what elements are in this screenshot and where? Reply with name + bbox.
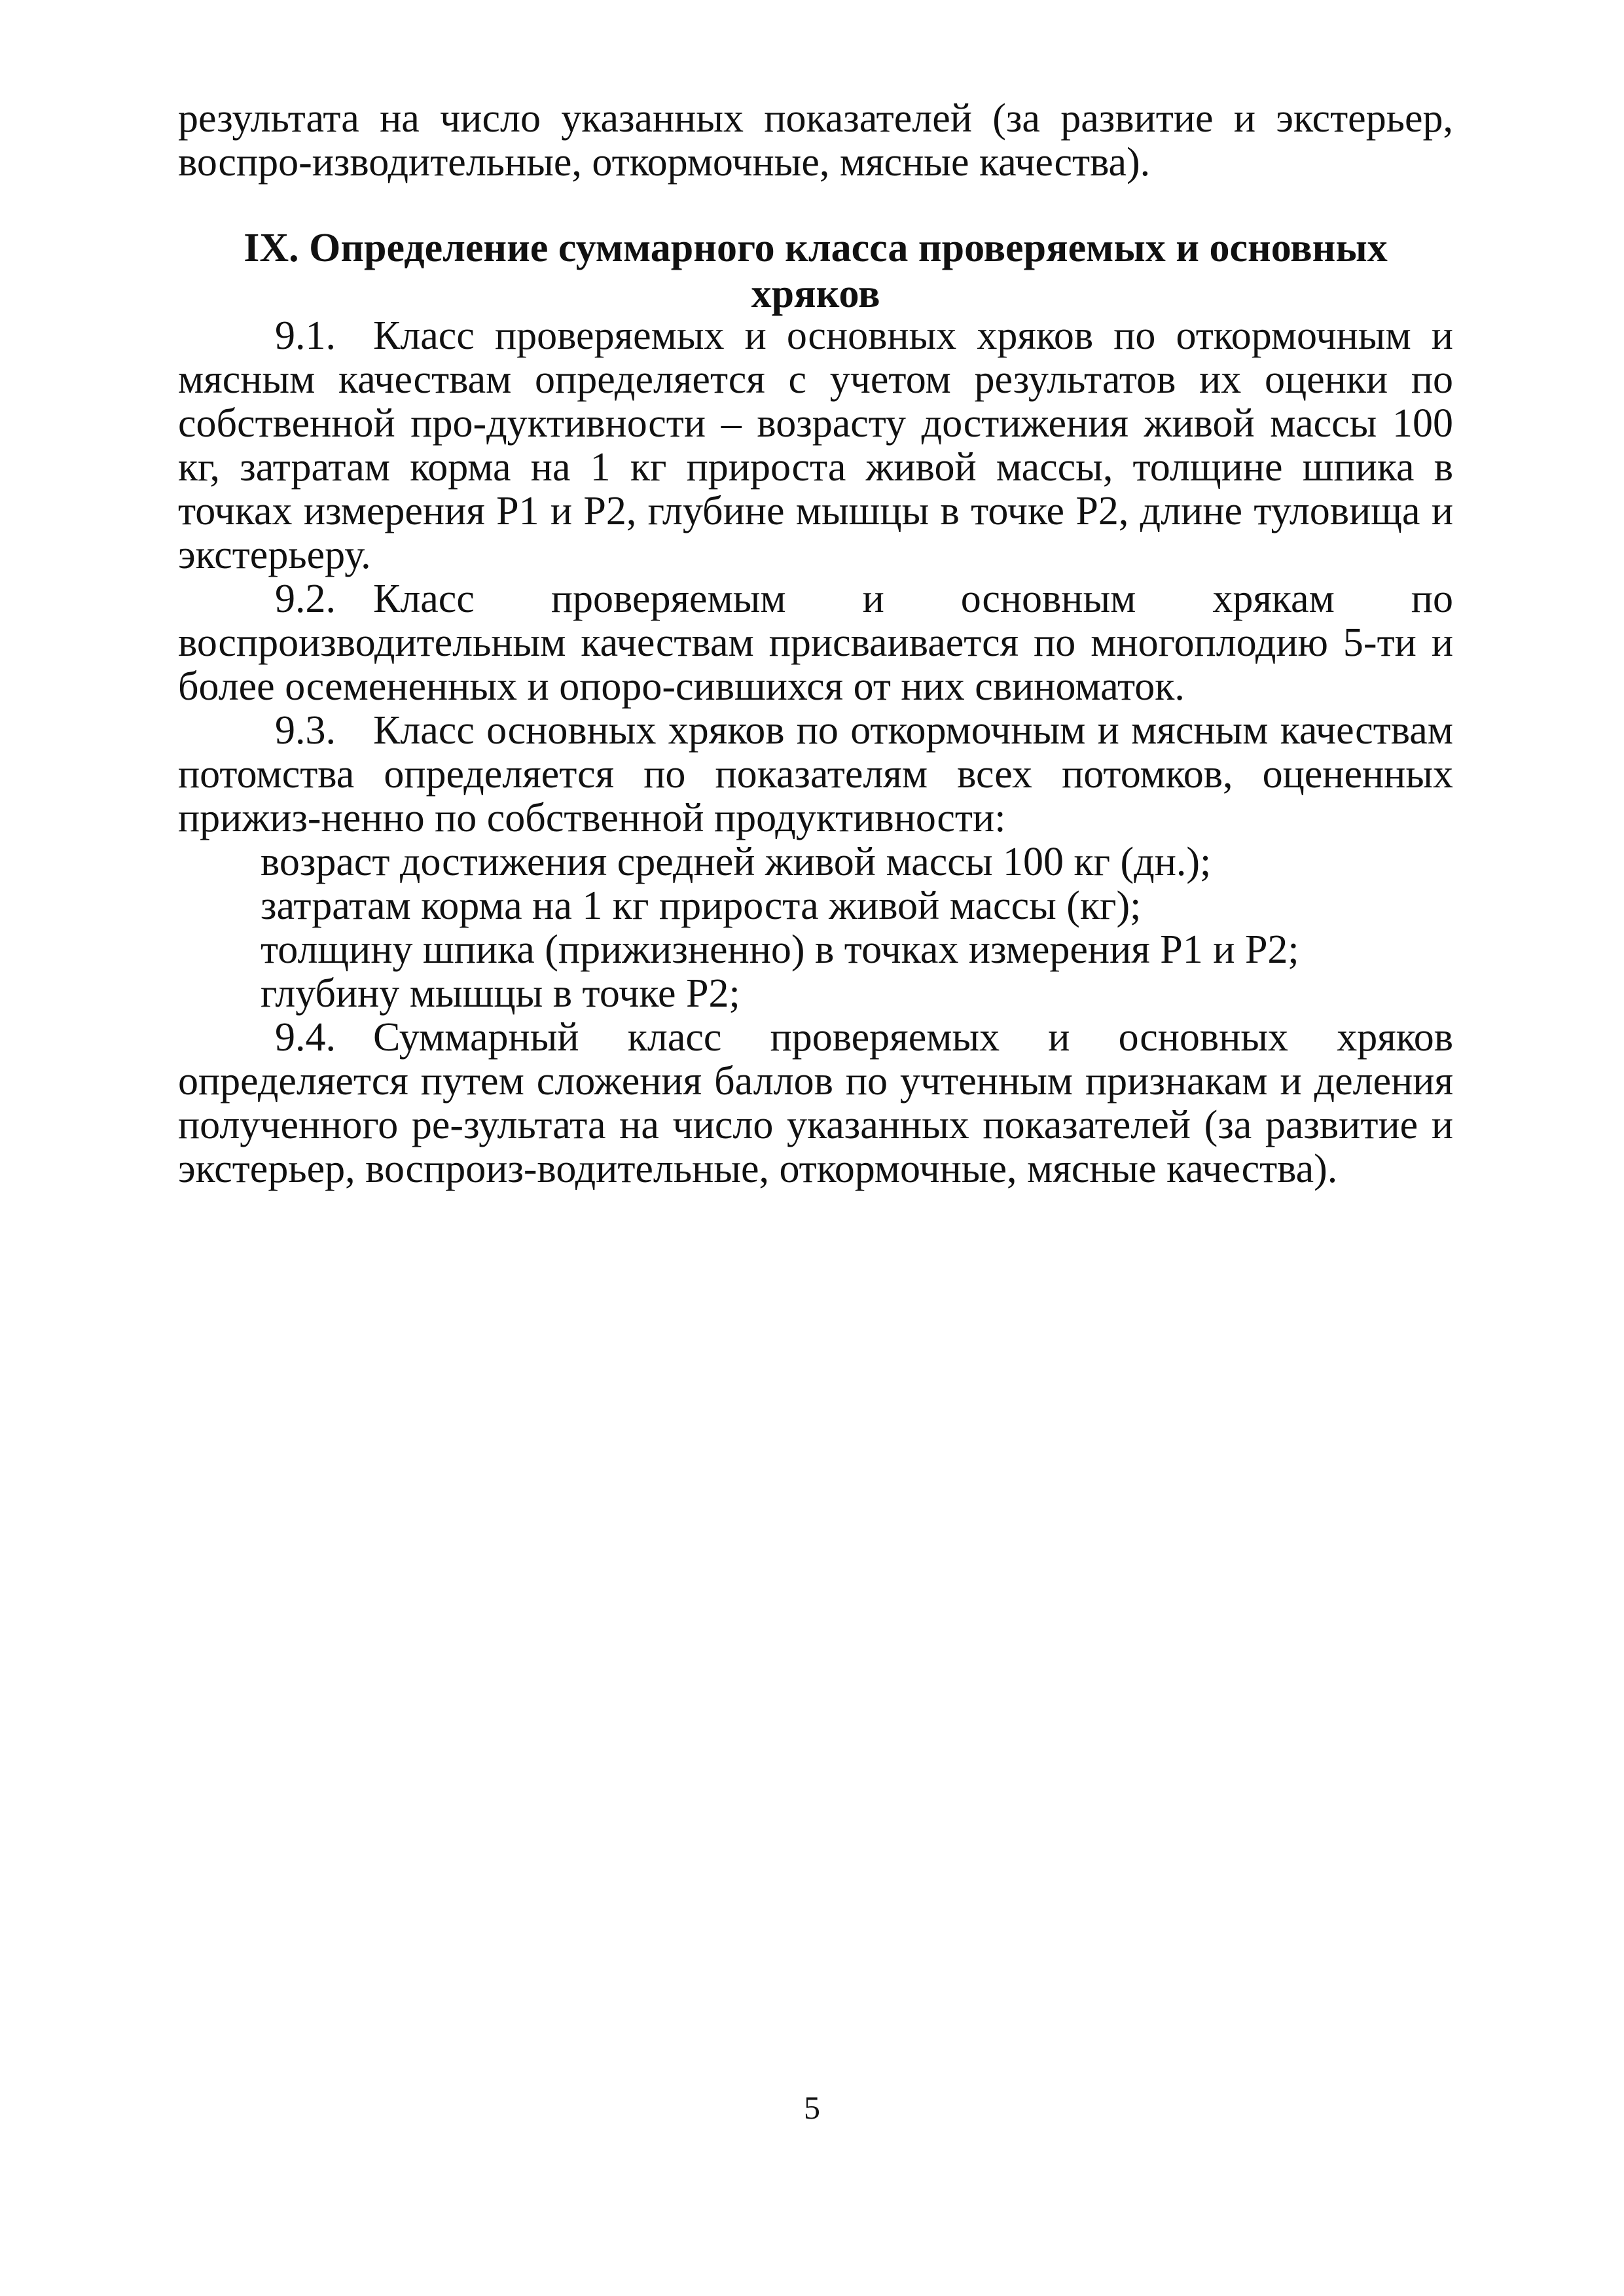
paragraph-text: Суммарный класс проверяемых и основных хряков определяется путем сложения баллов по учтенным признакам и деления полученного ре-зультата на число указанных показателей (за развитие и экстерьер, воспроиз-водительные, откормочные, мясные качества).: [178, 1015, 1453, 1191]
section-body: [178, 314, 1453, 1191]
page-number: 5: [804, 2089, 820, 2126]
paragraph-number: 9.3.: [275, 708, 336, 753]
carry-over-paragraph: результата на число указанных показателей (за развитие и экстерьер, воспро-изводительные, откормочные, мясные качества).: [178, 96, 1453, 185]
paragraph-text: Класс проверяемых и основных хряков по откормочным и мясным качествам определяется с учетом результатов их оценки по собственной про-дуктивности – возрасту достижения живой массы 100 кг, затратам корма на 1 кг прироста живой массы, толщине шпика в точках измерения P1 и P2, глубине мышцы в точке P2, длине туловища и экстерьеру.: [178, 314, 1453, 577]
section-title: IX. Определение суммарного класса проверяемых и основных хряков: [244, 226, 1388, 316]
carry-over-text-block: [178, 97, 1453, 185]
list-item: глубину мышцы в точке P2;: [261, 971, 740, 1016]
list-item: толщину шпика (прижизненно) в точках измерения P1 и P2;: [261, 927, 1299, 972]
list-item: затратам корма на 1 кг прироста живой массы (кг);: [261, 884, 1142, 928]
paragraph-9-3: [178, 709, 1453, 840]
list-item: возраст достижения средней живой массы 100 кг (дн.);: [261, 840, 1212, 884]
paragraph-number: 9.1.: [275, 314, 336, 358]
paragraph-9-4: [178, 1016, 1453, 1191]
paragraph-number: 9.4.: [275, 1015, 336, 1060]
paragraph-text: Класс проверяемым и основным хрякам по воспроизводительным качествам присваивается по многоплодию 5-ти и более осемененных и опоро-сившихся от них свиноматок.: [178, 577, 1453, 709]
paragraph-text: Класс основных хряков по откормочным и мясным качествам потомства определяется по показателям всех потомков, оцененных прижиз-ненно по собственной продуктивности:: [178, 708, 1453, 840]
paragraph-9-1: [178, 314, 1453, 577]
paragraph-number: 9.2.: [275, 577, 336, 621]
paragraph-9-2: [178, 577, 1453, 709]
